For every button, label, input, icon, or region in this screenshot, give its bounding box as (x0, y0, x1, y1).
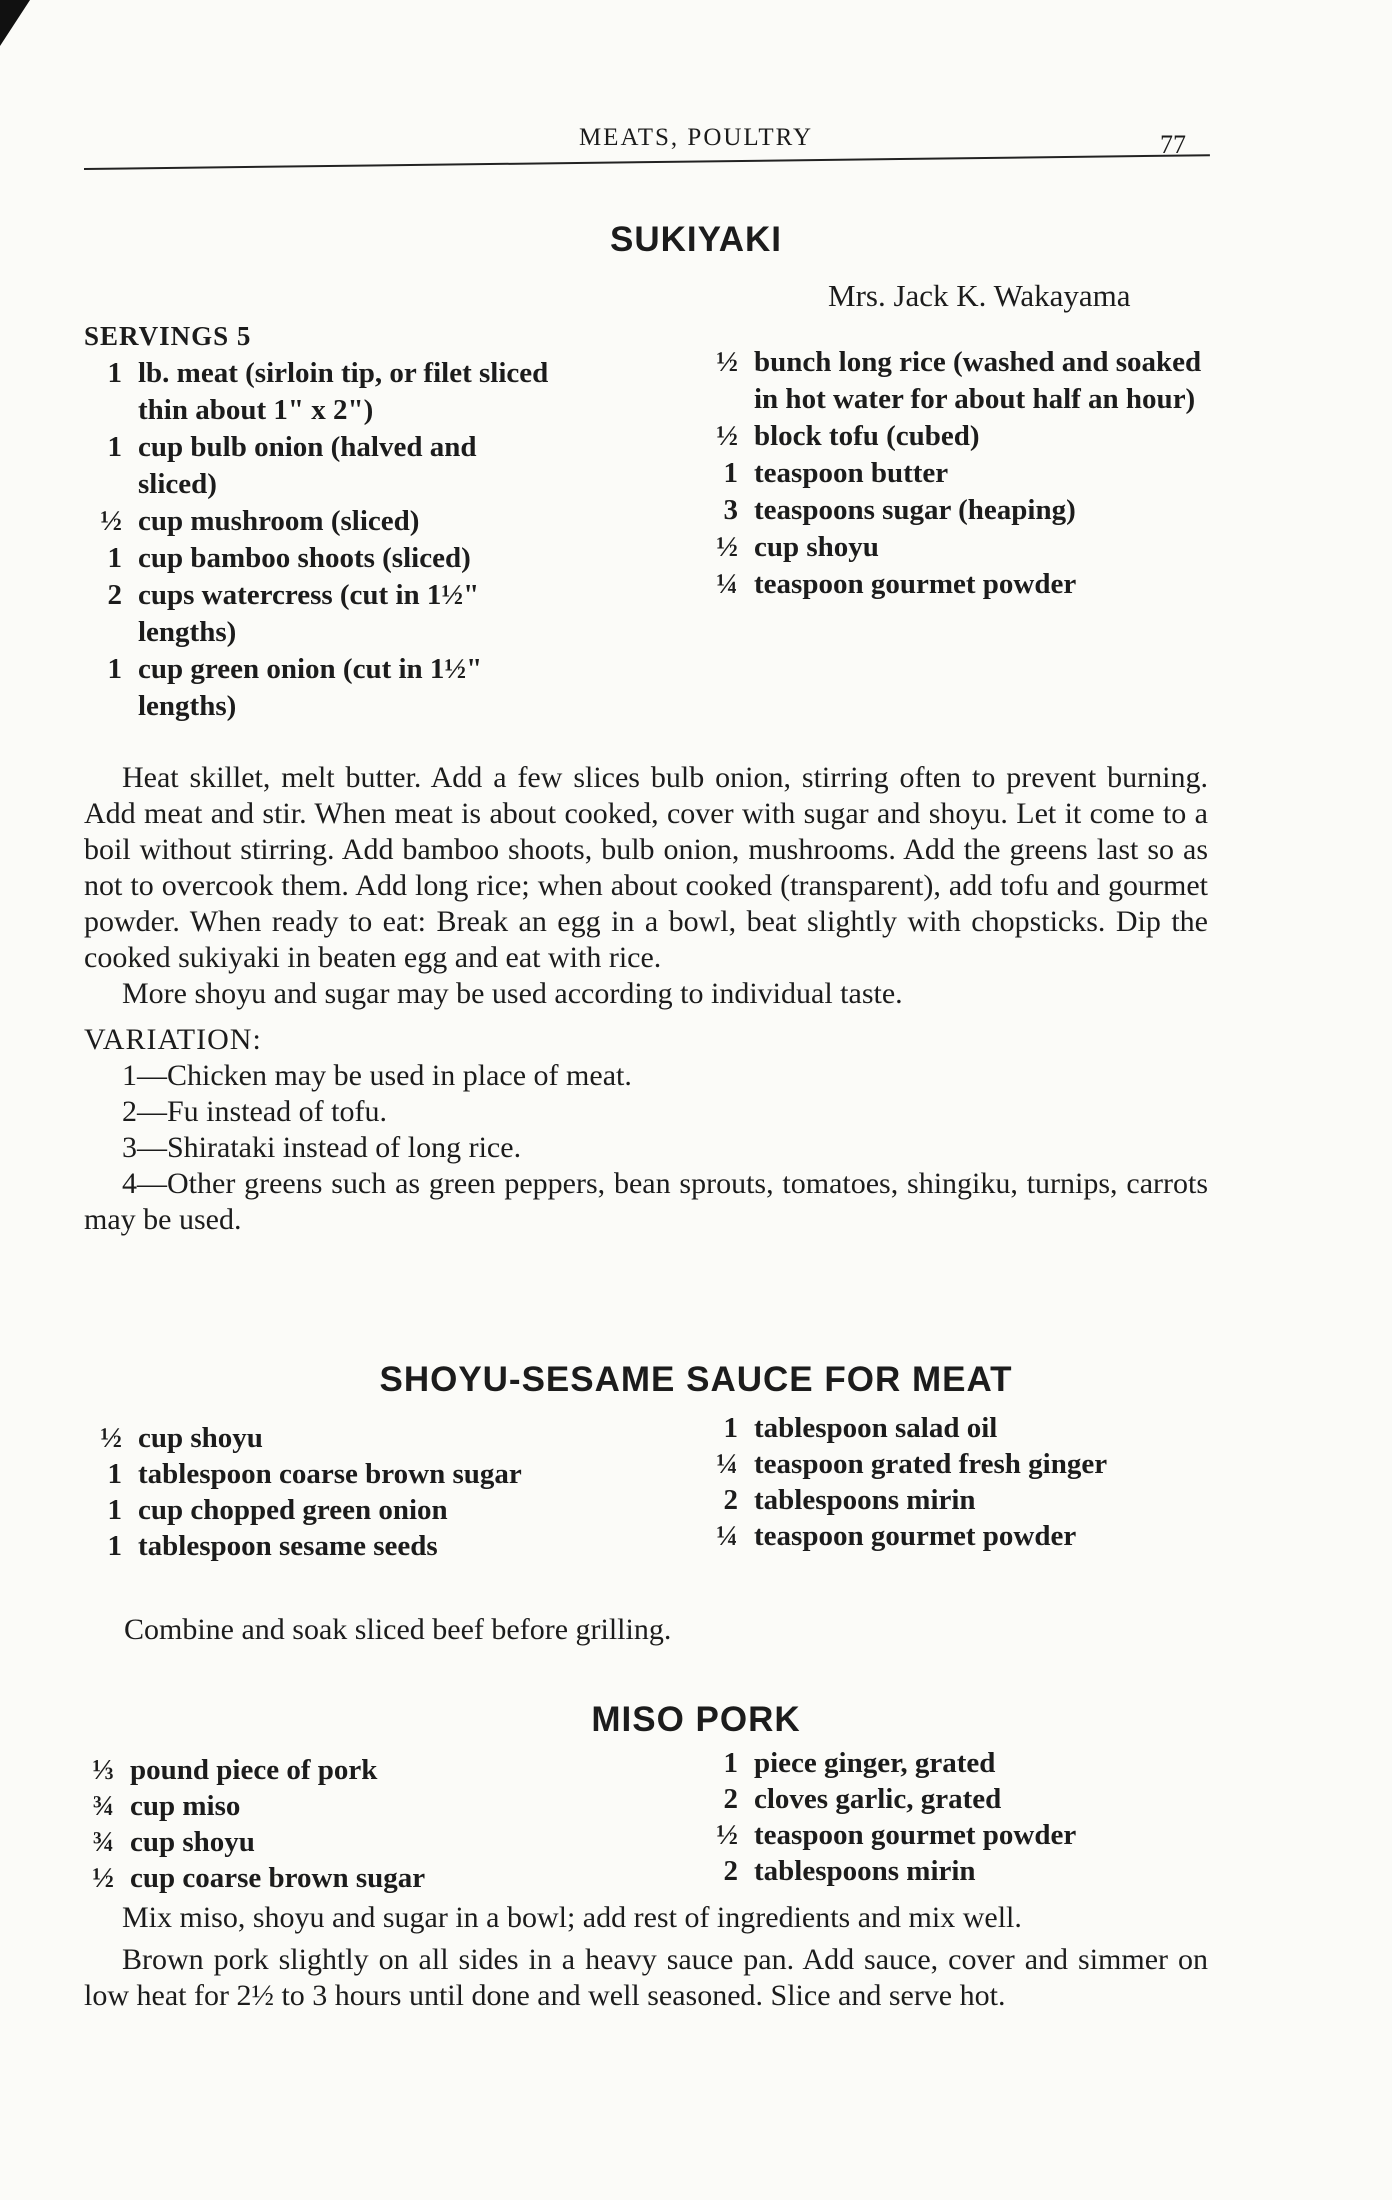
directions: Heat skillet, melt butter. Add a few slices bulb onion, stirring often to prevent burning. Add meat and stir. When meat is about cooked, cover with sugar and shoyu. Let it come to a boil without stirring. Add bamboo shoots, bulb onion, mushrooms. Add the greens last so as not to overcook them. Add long rice; when about cooked (transparent), add tofu and gourmet powder. When ready to eat: Break an egg in a bowl, beat slightly with chopsticks. Dip the cooked sukiyaki in beaten egg and eat with rice. (84, 761, 1208, 974)
variation-item: 3—Shirataki instead of long rice. (122, 1131, 522, 1164)
directions: Brown pork slightly on all sides in a heavy sauce pan. Add sauce, cover and simmer on low heat for 2½ to 3 hours until done and well seasoned. Slice and serve hot. (84, 1943, 1208, 2012)
note: More shoyu and sugar may be used according to individual taste. (122, 977, 903, 1010)
variation-item: 4—Other greens such as green peppers, bean sprouts, tomatoes, shingiku, turnips, carrots may be used. (84, 1167, 1208, 1236)
ingredient: ½ cup shoyu (100, 1422, 263, 1454)
ingredient: ½ teaspoon gourmet powder (716, 1819, 1077, 1851)
ingredient: ½ cup shoyu (716, 531, 879, 563)
ingredient: 1 cup bamboo shoots (sliced) (107, 542, 471, 574)
ingredient: 1 tablespoon salad oil (723, 1412, 998, 1444)
servings: SERVINGS 5 (84, 321, 252, 351)
page-corner-shadow (0, 0, 30, 46)
miso-pork-ingredients-left (76, 1752, 556, 1896)
shoyu-sesame-ingredients-right (700, 1410, 1208, 1554)
running-header: MEATS, POULTRY (578, 124, 814, 151)
recipe-title-shoyu-sesame: SHOYU-SESAME SAUCE FOR MEAT (379, 1360, 1013, 1399)
recipe-author: Mrs. Jack K. Wakayama (828, 278, 1131, 313)
ingredient: ¼ teaspoon gourmet powder (716, 568, 1077, 600)
ingredient: 1 tablespoon sesame seeds (107, 1530, 438, 1562)
sukiyaki-body (84, 760, 1208, 1238)
recipe-title-miso-pork: MISO PORK (591, 1700, 801, 1739)
ingredient: 1 cup bulb onion (halved and sliced) (107, 431, 477, 500)
ingredient: 1 cup green onion (cut in 1½" lengths) (107, 653, 483, 722)
page-number: 77 (1160, 130, 1186, 159)
ingredient: ½ bunch long rice (washed and soaked in hot water for about half an hour) (716, 346, 1202, 415)
sukiyaki-ingredients-right (700, 344, 1208, 603)
ingredient: ¾ cup miso (92, 1790, 241, 1822)
ingredient: ¾ cup shoyu (92, 1826, 255, 1858)
shoyu-sesame-ingredients-left (84, 1420, 564, 1564)
ingredient: 1 teaspoon butter (723, 457, 949, 489)
ingredient: 1 cup chopped green onion (107, 1494, 448, 1526)
ingredient: ¼ teaspoon grated fresh ginger (716, 1448, 1108, 1480)
ingredient: ⅓ pound piece of pork (92, 1754, 378, 1786)
miso-pork-ingredients-right (700, 1745, 1208, 1889)
ingredient: 2 tablespoons mirin (723, 1484, 976, 1516)
ingredient: 1 lb. meat (sirloin tip, or filet sliced thin about 1" x 2") (107, 357, 549, 426)
header-rule (84, 154, 1210, 170)
ingredient: ½ block tofu (cubed) (716, 420, 980, 452)
ingredient: 2 cups watercress (cut in 1½" lengths) (107, 579, 480, 648)
variation-item: 1—Chicken may be used in place of meat. (122, 1059, 632, 1092)
ingredient: 3 teaspoons sugar (heaping) (723, 494, 1076, 526)
sukiyaki-ingredients-left (84, 318, 554, 725)
ingredient: ½ cup coarse brown sugar (92, 1862, 426, 1894)
directions: Mix miso, shoyu and sugar in a bowl; add rest of ingredients and mix well. (122, 1901, 1022, 1934)
miso-pork-body (84, 1900, 1208, 2014)
shoyu-sesame-directions: Combine and soak sliced beef before grilling. (124, 1613, 672, 1646)
variation-heading: VARIATION: (84, 1023, 262, 1056)
ingredient: 1 piece ginger, grated (723, 1747, 996, 1779)
ingredient: 2 cloves garlic, grated (723, 1783, 1002, 1815)
variation-item: 2—Fu instead of tofu. (122, 1095, 387, 1128)
ingredient: ¼ teaspoon gourmet powder (716, 1520, 1077, 1552)
ingredient: ½ cup mushroom (sliced) (100, 505, 420, 537)
ingredient: 2 tablespoons mirin (723, 1855, 976, 1887)
recipe-title-sukiyaki: SUKIYAKI (609, 220, 783, 259)
ingredient: 1 tablespoon coarse brown sugar (107, 1458, 522, 1490)
